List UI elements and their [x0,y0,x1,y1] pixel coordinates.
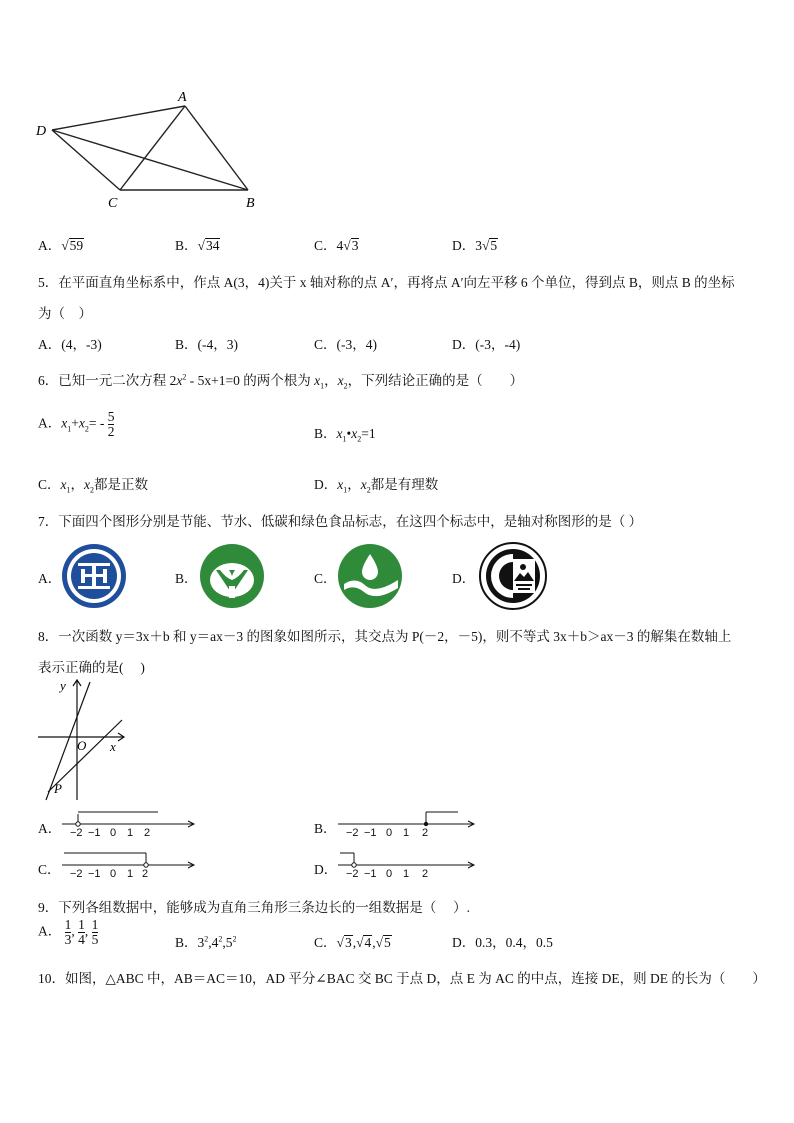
graph-origin-label: O [77,738,87,753]
svg-text:0: 0 [110,827,117,838]
svg-text:1: 1 [403,827,410,838]
q8-label-d[interactable]: D． [314,862,338,877]
q5-option-c[interactable]: C．(-3，4) [314,337,377,352]
svg-text:2: 2 [422,827,429,838]
q6-option-a[interactable]: A．$x_1+x_2=$ - $\frac{5}{2}$ [38,409,115,439]
number-line-c[interactable] [60,849,200,879]
number-line-b[interactable] [336,808,481,838]
low-carbon-logo[interactable] [336,542,404,610]
svg-text:−2: −2 [346,827,359,838]
svg-text:−1: −1 [364,827,377,838]
number-line-d[interactable] [336,849,481,879]
svg-text:0: 0 [386,868,393,879]
q9-option-b[interactable]: B．$3^2,4^2,5^2$ [175,934,237,950]
linear-functions-graph [36,676,136,802]
q9-stem: 9．下列各组数据中，能够成为直角三角形三条边长的一组数据是（ ）. [38,900,470,915]
q5-option-b[interactable]: B．(-4，3) [175,337,238,352]
q6-option-d[interactable]: D．$x_1$，$x_2$都是有理数 [314,477,439,495]
q9-option-d[interactable]: D．0.3，0.4，0.5 [452,935,553,950]
q5-stem-line1: 5．在平面直角坐标系中，作点 A(3，4)关于 x 轴对称的点 A′，再将点 A′向左平移 6 个单位，得到点 B，则点 B 的坐标 [38,275,735,290]
q7-stem: 7．下面四个图形分别是节能、节水、低碳和绿色食品标志，在这四个标志中，是轴对称图形的是（ ） [38,514,643,529]
q7-label-a[interactable]: A． [38,571,62,586]
q8-label-b[interactable]: B． [314,821,337,836]
svg-text:−2: −2 [70,868,83,879]
label-B: B [246,196,255,211]
svg-text:1: 1 [403,868,410,879]
graph-p-label: P [54,781,62,796]
q8-label-c[interactable]: C． [38,862,61,877]
svg-text:2: 2 [422,868,429,879]
q7-label-d[interactable]: D． [452,571,476,586]
energy-saving-logo[interactable] [60,542,128,610]
q7-label-b[interactable]: B． [175,571,198,586]
label-D: D [36,124,47,139]
q5-option-a[interactable]: A．(4，-3) [38,337,102,352]
label-C: C [108,196,118,211]
quadrilateral-figure [30,86,270,214]
q4-option-b[interactable]: B．√34 [175,238,220,253]
svg-text:−1: −1 [88,868,101,879]
svg-text:1: 1 [127,827,134,838]
svg-text:−2: −2 [346,868,359,879]
q7-label-c[interactable]: C． [314,571,337,586]
q4-option-a[interactable]: A．√59 [38,238,84,253]
label-A: A [178,90,187,105]
svg-text:2: 2 [144,827,151,838]
graph-x-label: x [110,739,116,754]
q6-option-c[interactable]: C．$x_1$，$x_2$都是正数 [38,477,149,495]
svg-text:1: 1 [127,868,134,879]
q6-stem: 6．已知一元二次方程 $2x^2 - 5x+1=0$ 的两个根为 $x_1$，$x_2$，下列结论正确的是（ ） [38,372,524,391]
q4-option-c[interactable]: C．4√3 [314,238,359,253]
svg-text:−1: −1 [88,827,101,838]
svg-text:2: 2 [142,868,149,879]
graph-y-label: y [60,678,66,693]
number-line-a[interactable] [60,808,200,838]
svg-text:−2: −2 [70,827,83,838]
q9-option-c[interactable]: C．√3,√4,√5 [314,935,391,950]
green-food-logo[interactable] [478,541,548,611]
q8-stem-line1: 8．一次函数 y＝3x＋b 和 y＝ax－3 的图象如图所示，其交点为 P(－2，－5)，则不等式 3x＋b＞ax－3 的解集在数轴上 [38,629,732,644]
q9-option-a[interactable]: A． $\frac{1}{3}$ , $\frac{1}{4}$ , $\frac{1}{5}$ [38,917,99,947]
svg-text:0: 0 [386,827,393,838]
water-saving-logo[interactable] [198,542,266,610]
svg-text:0: 0 [110,868,117,879]
q8-label-a[interactable]: A． [38,821,62,836]
q10-stem: 10．如图，△ABC 中，AB＝AC＝10，AD 平分∠BAC 交 BC 于点 D，点 E 为 AC 的中点，连接 DE，则 DE 的长为（ ） [38,971,766,986]
q4-option-d[interactable]: D．3√5 [452,238,498,253]
q5-option-d[interactable]: D．(-3，-4) [452,337,521,352]
q5-stem-line2: 为（ ） [38,306,92,321]
q8-stem-line2: 表示正确的是( ) [38,660,145,675]
q6-option-b[interactable]: B．$x_1•x_2=1$ [314,426,376,444]
svg-text:−1: −1 [364,868,377,879]
